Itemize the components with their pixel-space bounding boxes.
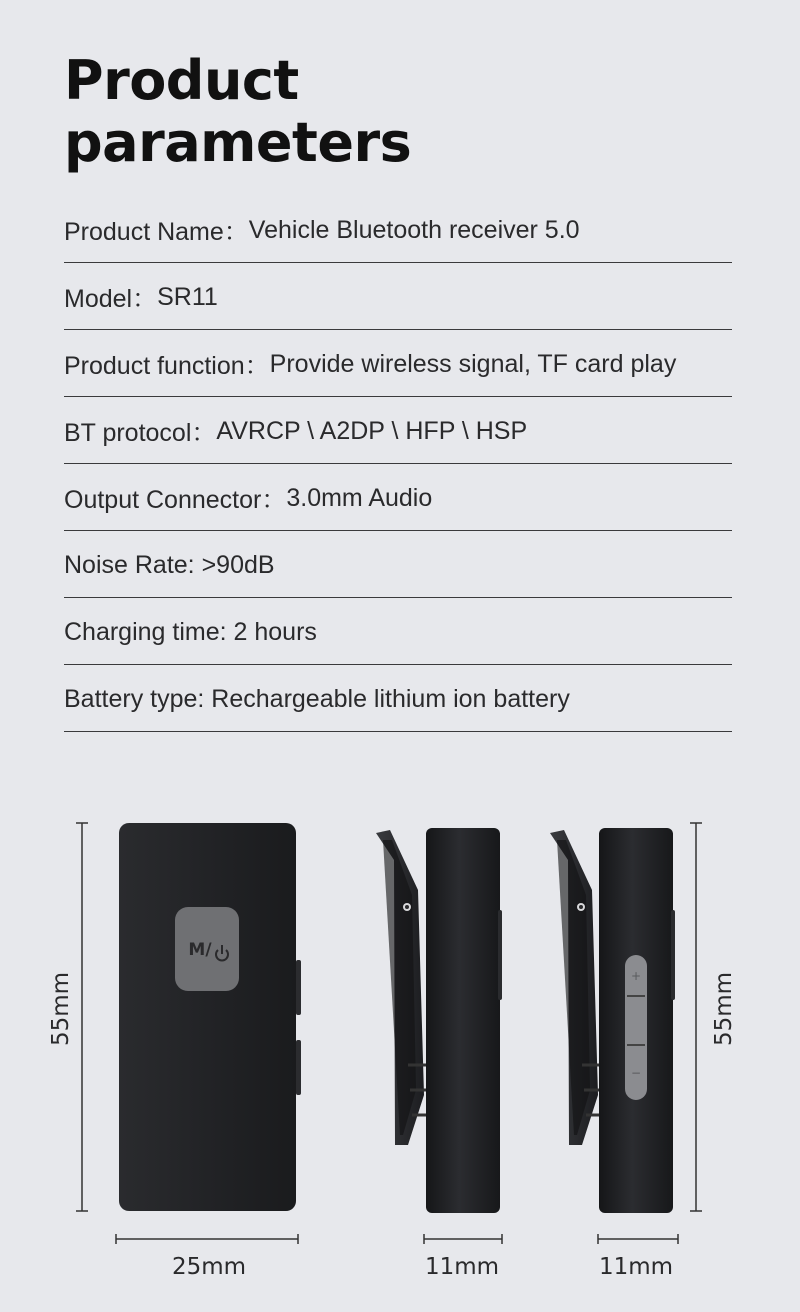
title-line-2: parameters (64, 111, 412, 174)
param-value: >90dB (194, 550, 275, 579)
param-row-output-connector (64, 464, 732, 531)
param-row-battery-type (64, 665, 732, 732)
param-value: AVRCP \ A2DP \ HFP \ HSP (216, 416, 528, 445)
param-label: Charging time: (64, 617, 227, 646)
side1-width-label: 11mm (425, 1254, 500, 1280)
side2-width-dimension (598, 1234, 678, 1244)
side1-width-dimension (424, 1234, 502, 1244)
param-value: Vehicle Bluetooth receiver 5.0 (248, 215, 580, 244)
param-label: Product Name： (64, 218, 249, 246)
volume-minus-icon: − (630, 1066, 642, 1080)
title-line-1: Product (64, 49, 299, 112)
param-value: Provide wireless signal, TF card play (269, 349, 677, 378)
side2-height-dimension (690, 823, 702, 1211)
side2-height-label: 55mm (711, 971, 737, 1046)
param-label: BT protocol： (64, 419, 217, 447)
device-dimension-figure (0, 800, 800, 1300)
front-width-label: 25mm (172, 1254, 247, 1280)
page-title (64, 50, 411, 174)
front-height-label: 55mm (48, 971, 74, 1046)
volume-plus-icon: + (630, 969, 642, 983)
device-side-view-2 (550, 828, 675, 1213)
param-value: 2 hours (226, 617, 317, 646)
param-value: SR11 (157, 282, 218, 311)
param-label: Noise Rate: (64, 550, 195, 579)
param-label: Model： (64, 285, 158, 313)
front-height-dimension (76, 823, 88, 1211)
param-label: Output Connector： (64, 486, 287, 514)
param-row-charging-time (64, 598, 732, 665)
front-width-dimension (116, 1234, 298, 1244)
parameter-list (64, 196, 732, 732)
param-label: Product function： (64, 352, 270, 380)
device-front-view (119, 823, 301, 1211)
side2-width-label: 11mm (599, 1254, 674, 1280)
button-label: M/ (188, 940, 212, 960)
param-value: Rechargeable lithium ion battery (204, 684, 570, 713)
mode-power-button (175, 907, 239, 991)
param-row-function (64, 330, 732, 397)
param-label: Battery type: (64, 684, 205, 713)
param-row-bt-protocol (64, 397, 732, 464)
param-row-noise-rate (64, 531, 732, 598)
device-side-view-1 (376, 828, 502, 1213)
param-value: 3.0mm Audio (286, 483, 433, 512)
param-row-model (64, 263, 732, 330)
param-row-product-name (64, 196, 732, 263)
volume-rocker (625, 955, 647, 1100)
